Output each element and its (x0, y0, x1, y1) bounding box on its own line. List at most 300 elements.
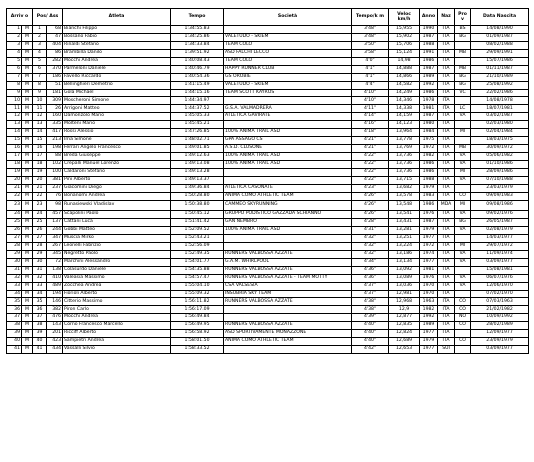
cell-prov: LC (455, 105, 471, 113)
cell-arrivo: 32 (7, 274, 22, 282)
cell-pettorale: 237 (47, 184, 63, 192)
cell-posizione: 12 (33, 113, 47, 121)
cell-tempo-km: 4'36" (352, 274, 389, 282)
cell-prov: MI (455, 129, 471, 137)
cell-atleta: Ricciff Alberto (63, 330, 171, 338)
cell-posizione: 20 (33, 176, 47, 184)
cell-sesso: M (22, 282, 33, 290)
cell-data-nascita: 18/03/1975 (471, 137, 529, 145)
cell-atleta: Damonzolo Mario (63, 113, 171, 121)
cell-velocita: 14,123 (389, 121, 420, 129)
table-row (7, 298, 529, 306)
cell-arrivo: 39 (7, 330, 22, 338)
cell-arrivo: 25 (7, 219, 22, 227)
cell-posizione: 32 (33, 274, 47, 282)
cell-tempo: 1:49:13.37 (171, 176, 224, 184)
cell-tempo-km: 4'32" (352, 250, 389, 258)
cell-atleta: Citterio Massimo (63, 298, 171, 306)
cell-anno: 1987 (420, 65, 438, 73)
cell-tempo-km: 4'40" (352, 330, 389, 338)
cell-tempo: 1:56:49.84 (171, 314, 224, 322)
cell-velocita: 13,186 (389, 250, 420, 258)
cell-tempo: 1:58:01.50 (171, 338, 224, 346)
cell-tempo: 1:50:45.12 (171, 211, 224, 219)
cell-velocita: 13,715 (389, 176, 420, 184)
table-row (7, 145, 529, 153)
cell-sesso: M (22, 176, 33, 184)
cell-tempo: 1:47:26.85 (171, 129, 224, 137)
cell-posizione: 11 (33, 105, 47, 113)
cell-velocita: 14,888 (389, 65, 420, 73)
cell-anno: 1970 (420, 290, 438, 298)
cell-atleta: Caldaroni Stefano (63, 168, 171, 176)
cell-sesso: M (22, 89, 33, 97)
cell-data-nascita: 21/10/1989 (471, 73, 529, 81)
cell-atleta: Rinaldi Stefano (63, 41, 171, 49)
cell-velocita: 13,089 (389, 274, 420, 282)
cell-tempo-km: 4'14" (352, 113, 389, 121)
cell-naz: ITA (438, 298, 455, 306)
cell-tempo-km: 3'50" (352, 41, 389, 49)
cell-posizione: 9 (33, 89, 47, 97)
cell-tempo: 1:56:17.09 (171, 306, 224, 314)
cell-naz: ITA (438, 211, 455, 219)
cell-sesso: M (22, 290, 33, 298)
table-row (7, 81, 529, 89)
cell-data-nascita: 09/02/1976 (471, 211, 529, 219)
cell-prov: BS (455, 26, 471, 34)
cell-tempo-km: 4'11" (352, 105, 389, 113)
cell-data-nascita: 06/07/1976 (471, 274, 529, 282)
table-row (7, 346, 529, 354)
cell-societa: TEAM SCOTT KAYROS (224, 89, 352, 97)
cell-velocita: 14,98 (389, 57, 420, 65)
cell-velocita: 12,9 (389, 306, 420, 314)
cell-tempo-km: 3'48" (352, 26, 389, 34)
cell-sesso: M (22, 105, 33, 113)
cell-posizione: 18 (33, 160, 47, 168)
cell-naz: ITA (438, 290, 455, 298)
table-row (7, 41, 529, 49)
cell-societa (224, 314, 352, 322)
cell-anno: 1972 (420, 145, 438, 153)
cell-data-nascita: 05/06/1982 (471, 153, 529, 161)
cell-anno: 1970 (420, 282, 438, 290)
cell-tempo-km: 4'37" (352, 282, 389, 290)
cell-societa (224, 346, 352, 354)
cell-atleta: Favello Riccardo (63, 73, 171, 81)
cell-velocita: 14,249 (389, 89, 420, 97)
cell-tempo: 1:56:58.92 (171, 330, 224, 338)
cell-data-nascita: 02/03/1980 (471, 121, 529, 129)
cell-tempo: 1:48:02.71 (171, 137, 224, 145)
header-arrivo: Arriv o (7, 9, 33, 26)
cell-tempo: 1:52:56.09 (171, 242, 224, 250)
cell-societa: RUNNERS VALBOSSA AZZATE (224, 266, 352, 274)
cell-sesso: M (22, 57, 33, 65)
cell-tempo: 1:45:45.21 (171, 121, 224, 129)
cell-sesso: M (22, 73, 33, 81)
cell-arrivo: 37 (7, 314, 22, 322)
cell-societa: ATLETICA GAVIRATE (224, 113, 352, 121)
cell-tempo: 1:56:11.82 (171, 298, 224, 306)
cell-tempo-km: 4'26" (352, 200, 389, 211)
cell-pettorale: 404 (47, 41, 63, 49)
cell-naz: ITA (438, 234, 455, 242)
cell-arrivo: 27 (7, 234, 22, 242)
cell-data-nascita: 03/09/1977 (471, 346, 529, 354)
cell-prov: CO (455, 298, 471, 306)
cell-posizione: 26 (33, 227, 47, 235)
cell-sesso: M (22, 200, 33, 211)
cell-prov: VA (455, 160, 471, 168)
cell-tempo: 1:54:57.47 (171, 274, 224, 282)
cell-prov: VA (455, 176, 471, 184)
cell-tempo: 1:49:01.85 (171, 145, 224, 153)
cell-arrivo: 21 (7, 184, 22, 192)
cell-atleta: Pini Alberto (63, 176, 171, 184)
table-row (7, 113, 529, 121)
cell-prov (455, 266, 471, 274)
cell-posizione: 36 (33, 306, 47, 314)
cell-posizione: 24 (33, 211, 47, 219)
cell-tempo-km: 4'21" (352, 145, 389, 153)
results-table (6, 8, 529, 354)
cell-prov (455, 97, 471, 105)
cell-atleta: Bossano Fabio (63, 33, 171, 41)
cell-sesso: M (22, 346, 33, 354)
cell-velocita: 13,251 (389, 234, 420, 242)
cell-arrivo: 23 (7, 200, 22, 211)
cell-arrivo: 20 (7, 176, 22, 184)
cell-prov (455, 346, 471, 354)
table-row (7, 314, 529, 322)
cell-atleta: Zocchea Andrea (63, 282, 171, 290)
cell-arrivo: 3 (7, 41, 22, 49)
cell-anno: 1989 (420, 322, 438, 330)
cell-pettorale: 72 (47, 258, 63, 266)
cell-pettorale: 489 (47, 282, 63, 290)
table-row (7, 97, 529, 105)
cell-societa: G.A.M. WHIRLPOOL (224, 258, 352, 266)
table-row (7, 322, 529, 330)
cell-atleta: Breda Giuseppe (63, 153, 171, 161)
cell-tempo-km: 4'38" (352, 298, 389, 306)
cell-tempo-km: 4'10" (352, 89, 389, 97)
cell-tempo: 1:49:36.84 (171, 184, 224, 192)
cell-naz: ITA (438, 65, 455, 73)
cell-tempo-km: 4'31" (352, 227, 389, 235)
cell-tempo: 1:58:33.52 (171, 346, 224, 354)
cell-velocita: 13,964 (389, 129, 420, 137)
cell-tempo-km: 4'10" (352, 97, 389, 105)
cell-tempo-km: 4'1" (352, 65, 389, 73)
cell-data-nascita: 12/06/1970 (471, 282, 529, 290)
cell-tempo-km: 4'22" (352, 153, 389, 161)
cell-velocita: 15,902 (389, 33, 420, 41)
cell-arrivo: 4 (7, 49, 22, 57)
cell-atleta: Giacomini Diego (63, 184, 171, 192)
cell-societa (224, 26, 352, 34)
cell-velocita: 14,338 (389, 105, 420, 113)
cell-societa: 100% ANIMA TRAIL ASD (224, 129, 352, 137)
cell-societa: G.S.A. VALMADRERA (224, 105, 352, 113)
cell-prov: VA (455, 153, 471, 161)
cell-anno: 1987 (420, 219, 438, 227)
cell-pettorale: 102 (47, 160, 63, 168)
cell-naz: ITA (438, 105, 455, 113)
cell-pettorale: 186 (47, 73, 63, 81)
cell-tempo: 1:50:28.80 (171, 192, 224, 200)
table-row (7, 153, 529, 161)
cell-prov: NO (455, 314, 471, 322)
cell-tempo-km: 4'40" (352, 322, 389, 330)
cell-naz: ITA (438, 330, 455, 338)
cell-data-nascita: 01/11/1987 (471, 65, 529, 73)
cell-posizione: 7 (33, 73, 47, 81)
cell-posizione: 21 (33, 184, 47, 192)
cell-tempo-km: 4'22" (352, 160, 389, 168)
cell-tempo-km: 4'22" (352, 176, 389, 184)
cell-atleta: Arrigoni Matteo (63, 105, 171, 113)
cell-posizione: 10 (33, 97, 47, 105)
cell-societa: RUNNERS VALBOSSA AZZATE (224, 298, 352, 306)
cell-naz: SUI (438, 346, 455, 354)
cell-atleta: Irna Simone (63, 137, 171, 145)
cell-tempo: 1:34:33.84 (171, 41, 224, 49)
cell-pettorale: 417 (47, 129, 63, 137)
cell-tempo-km: 4'26" (352, 192, 389, 200)
cell-posizione: 22 (33, 192, 47, 200)
cell-anno: 1982 (420, 153, 438, 161)
cell-velocita: 14,346 (389, 97, 420, 105)
cell-tempo-km: 4'16" (352, 121, 389, 129)
cell-prov (455, 234, 471, 242)
cell-societa: GRUPPO PODISTICO GAZZADA SCHIANNO (224, 211, 352, 219)
cell-societa: INSUBRIA SKY TEAM (224, 290, 352, 298)
cell-anno: 1988 (420, 176, 438, 184)
cell-arrivo: 17 (7, 153, 22, 161)
cell-velocita: 13,548 (389, 200, 420, 211)
cell-anno: 1981 (420, 266, 438, 274)
cell-data-nascita: 30/09/1972 (471, 145, 529, 153)
cell-anno: 1963 (420, 298, 438, 306)
cell-arrivo: 34 (7, 290, 22, 298)
cell-sesso: M (22, 258, 33, 266)
cell-societa: A.S.D. CLUSONE (224, 145, 352, 153)
cell-pettorale: 26 (47, 105, 63, 113)
cell-prov: VA (455, 282, 471, 290)
cell-prov: CO (455, 338, 471, 346)
table-row (7, 274, 529, 282)
cell-naz: ITA (438, 306, 455, 314)
cell-velocita: 13,736 (389, 153, 420, 161)
cell-atleta: Moscheroni Simone (63, 97, 171, 105)
cell-sesso: M (22, 121, 33, 129)
cell-anno: 1981 (420, 105, 438, 113)
table-row (7, 330, 529, 338)
cell-posizione: 15 (33, 137, 47, 145)
table-row (7, 137, 529, 145)
cell-prov (455, 137, 471, 145)
cell-velocita: 12,981 (389, 290, 420, 298)
cell-societa: ANIMA COMO ATHLETIC TEAM (224, 338, 352, 346)
cell-anno: 1983 (420, 192, 438, 200)
cell-arrivo: 13 (7, 121, 22, 129)
cell-pettorale: 98 (47, 200, 63, 211)
cell-sesso: M (22, 184, 33, 192)
cell-posizione: 34 (33, 290, 47, 298)
cell-data-nascita: 22/02/1986 (471, 89, 529, 97)
cell-prov: MB (455, 145, 471, 153)
cell-data-nascita: 09/09/1983 (471, 192, 529, 200)
cell-data-nascita: 29/07/1972 (471, 242, 529, 250)
results-table-container (6, 8, 529, 354)
cell-posizione: 35 (33, 298, 47, 306)
cell-societa (224, 168, 352, 176)
cell-velocita: 13,578 (389, 192, 420, 200)
table-row (7, 211, 529, 219)
cell-anno: 1977 (420, 330, 438, 338)
cell-posizione: 27 (33, 234, 47, 242)
header-velocita: Veloc km/h (389, 9, 420, 26)
table-row (7, 65, 529, 73)
cell-pettorale: 457 (47, 211, 63, 219)
cell-prov (455, 330, 471, 338)
cell-arrivo: 14 (7, 129, 22, 137)
cell-anno: 1986 (420, 89, 438, 97)
cell-arrivo: 2 (7, 33, 22, 41)
cell-arrivo: 16 (7, 145, 22, 153)
cell-naz: MDA (438, 200, 455, 211)
cell-tempo: 1:49:13.08 (171, 160, 224, 168)
cell-pettorale: 345 (47, 250, 63, 258)
header-naz: Naz (438, 9, 455, 26)
cell-societa: ASD SPORTIVAMENTE MONAZZONE (224, 330, 352, 338)
cell-tempo-km: 4'32" (352, 242, 389, 250)
cell-arrivo: 9 (7, 89, 22, 97)
cell-tempo-km: 4'23" (352, 184, 389, 192)
cell-arrivo: 8 (7, 81, 22, 89)
cell-atleta: Rossi Alessio (63, 129, 171, 137)
cell-societa (224, 97, 352, 105)
cell-atleta: Molteni Mario (63, 121, 171, 129)
cell-tempo: 1:39:51.92 (171, 49, 224, 57)
header-atleta: Atleta (63, 9, 171, 26)
cell-societa: CSA VALSESIA (224, 282, 352, 290)
table-row (7, 250, 529, 258)
cell-atleta: Mocchi Andrea (63, 314, 171, 322)
cell-data-nascita: 03/02/1987 (471, 113, 529, 121)
table-row (7, 290, 529, 298)
cell-posizione: 28 (33, 242, 47, 250)
cell-tempo-km: 4'0" (352, 57, 389, 65)
cell-sesso: M (22, 97, 33, 105)
cell-data-nascita: 07/02/1970 (471, 290, 529, 298)
cell-anno: 1974 (420, 250, 438, 258)
cell-pettorale: 244 (47, 227, 63, 235)
cell-tempo: 1:52:49.35 (171, 250, 224, 258)
cell-atleta: Crepalli Manuel Lorenzo (63, 160, 171, 168)
cell-anno: 1979 (420, 338, 438, 346)
cell-atleta: Gobbi Matteo (63, 227, 171, 235)
header-prov: Pro v (455, 9, 471, 26)
cell-naz: ITA (438, 89, 455, 97)
cell-data-nascita: 07/10/1988 (471, 176, 529, 184)
cell-naz: ITA (438, 81, 455, 89)
cell-velocita: 13,431 (389, 219, 420, 227)
cell-societa: ATLETICA CASONATE (224, 184, 352, 192)
cell-prov: MB (455, 65, 471, 73)
cell-posizione: 31 (33, 266, 47, 274)
cell-anno: 1984 (420, 129, 438, 137)
cell-sesso: M (22, 113, 33, 121)
cell-anno: 1987 (420, 33, 438, 41)
cell-sesso: M (22, 26, 33, 34)
cell-naz: ITA (438, 192, 455, 200)
cell-pettorale: 423 (47, 338, 63, 346)
cell-atleta: Colasurdo Daniele (63, 266, 171, 274)
cell-data-nascita: 15/07/1986 (471, 57, 529, 65)
cell-naz: ITA (438, 242, 455, 250)
cell-sesso: M (22, 338, 33, 346)
cell-tempo-km: 4'28" (352, 219, 389, 227)
cell-tempo-km: 3'48" (352, 33, 389, 41)
cell-arrivo: 28 (7, 242, 22, 250)
cell-societa: TEAM COLO (224, 57, 352, 65)
cell-naz: ITA (438, 282, 455, 290)
cell-prov: VA (455, 274, 471, 282)
cell-sesso: M (22, 41, 33, 49)
cell-prov (455, 57, 471, 65)
table-row (7, 234, 529, 242)
cell-tempo-km: 4'38" (352, 306, 389, 314)
header-tempo-km: Tempo/k m (352, 9, 389, 26)
table-row (7, 129, 529, 137)
cell-tempo: 1:55:09.32 (171, 290, 224, 298)
cell-arrivo: 22 (7, 192, 22, 200)
cell-arrivo: 12 (7, 113, 22, 121)
cell-sesso: M (22, 266, 33, 274)
cell-data-nascita: 09/08/1986 (471, 200, 529, 211)
cell-anno: 1976 (420, 274, 438, 282)
cell-arrivo: 19 (7, 168, 22, 176)
header-anno: Anno (420, 9, 438, 26)
cell-velocita: 13,281 (389, 227, 420, 235)
cell-prov: CO (455, 306, 471, 314)
cell-data-nascita: 02/04/1984 (471, 129, 529, 137)
cell-tempo: 1:52:43.21 (171, 234, 224, 242)
cell-data-nascita: 23/03/1979 (471, 184, 529, 192)
cell-naz: ITA (438, 73, 455, 81)
cell-pettorale: 51 (47, 81, 63, 89)
cell-sesso: M (22, 81, 33, 89)
cell-data-nascita: 28/09/1986 (471, 168, 529, 176)
cell-prov: MI (455, 200, 471, 211)
cell-posizione: 1 (33, 26, 47, 34)
cell-pettorale: 282 (47, 57, 63, 65)
cell-tempo: 1:44:15.16 (171, 89, 224, 97)
cell-arrivo: 29 (7, 250, 22, 258)
cell-anno: 1977 (420, 234, 438, 242)
cell-pettorale: 143 (47, 322, 63, 330)
cell-tempo-km: 4'4" (352, 81, 389, 89)
cell-anno: 1977 (420, 258, 438, 266)
cell-prov: VA (455, 258, 471, 266)
cell-pettorale: 213 (47, 137, 63, 145)
cell-arrivo: 40 (7, 338, 22, 346)
cell-arrivo: 31 (7, 266, 22, 274)
